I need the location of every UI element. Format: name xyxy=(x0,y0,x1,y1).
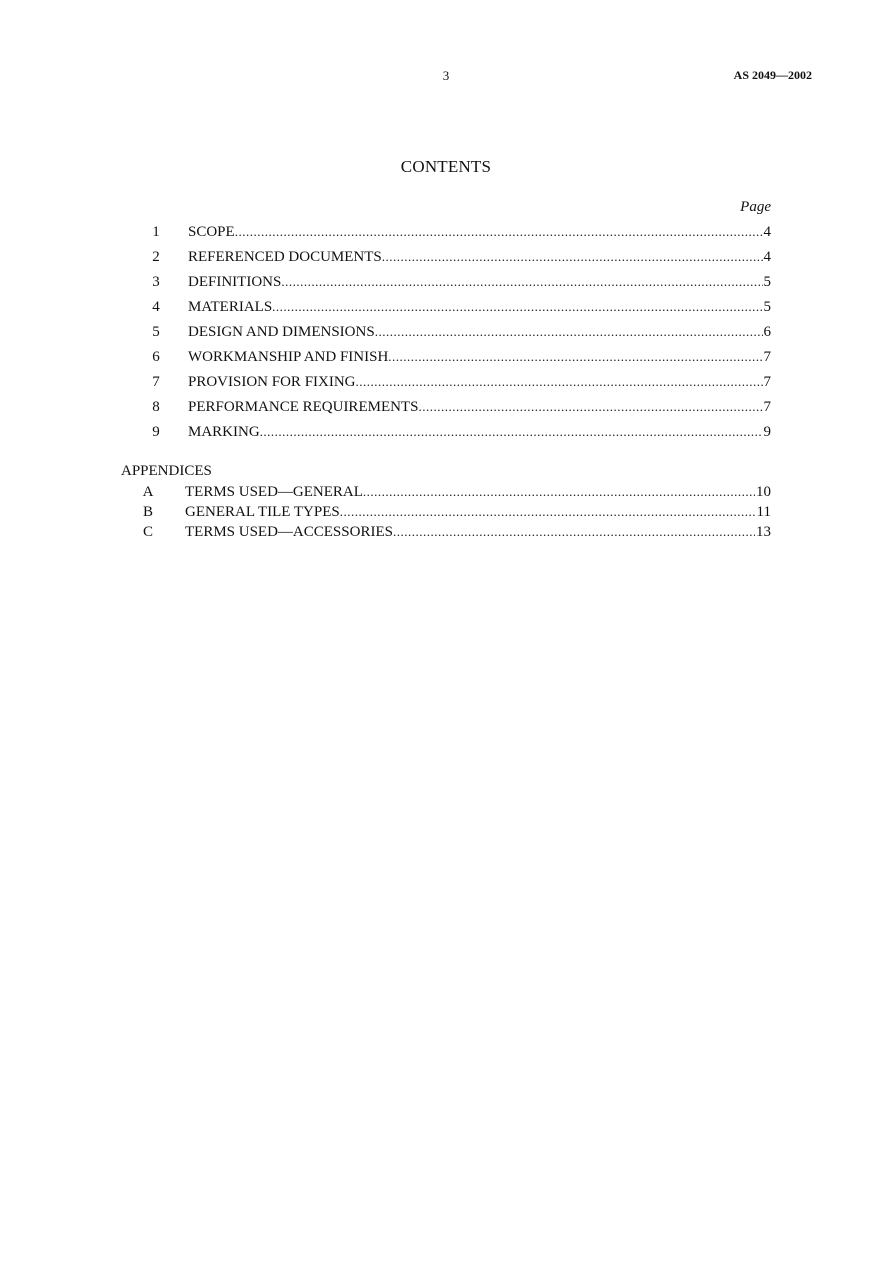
toc-entry-materials[interactable] xyxy=(0,297,892,322)
page-column-label: Page xyxy=(740,199,771,215)
toc-dot-leader xyxy=(356,372,763,392)
toc-dot-leader xyxy=(393,522,755,542)
toc-entry-page: 4 xyxy=(763,249,771,265)
toc-entry-number: 9 xyxy=(152,424,160,440)
appendix-entry-b[interactable] xyxy=(0,502,892,522)
toc-entry-page: 6 xyxy=(763,324,771,340)
toc-entry-page: 7 xyxy=(763,374,771,390)
appendix-page: 10 xyxy=(756,484,771,500)
toc-entry-number: 4 xyxy=(152,299,160,315)
toc-dot-leader xyxy=(388,347,762,367)
toc-entry-number: 6 xyxy=(152,349,160,365)
toc-entry-number: 3 xyxy=(152,274,160,290)
toc-entry-number: 2 xyxy=(152,249,160,265)
toc-dot-leader xyxy=(418,397,762,417)
toc-entry-title: PERFORMANCE REQUIREMENTS xyxy=(188,399,419,415)
toc-entry-page: 5 xyxy=(763,274,771,290)
toc-entry-page: 7 xyxy=(763,399,771,415)
toc-dot-leader xyxy=(260,422,763,442)
appendix-title: TERMS USED—GENERAL xyxy=(185,484,363,500)
toc-entry-number: 7 xyxy=(152,374,160,390)
toc-dot-leader xyxy=(235,222,763,242)
toc-entry-scope[interactable] xyxy=(0,222,892,247)
appendix-title: TERMS USED—ACCESSORIES xyxy=(185,524,393,540)
appendix-letter: C xyxy=(142,524,153,540)
toc-entry-number: 1 xyxy=(152,224,160,240)
toc-entry-performance-requirements[interactable] xyxy=(0,397,892,422)
toc-entry-page: 7 xyxy=(763,349,771,365)
toc-entry-number: 5 xyxy=(152,324,160,340)
header-standard-id: AS 2049—2002 xyxy=(733,68,812,82)
appendices-heading: APPENDICES xyxy=(121,463,212,479)
toc-entry-page: 5 xyxy=(763,299,771,315)
appendix-page: 11 xyxy=(756,504,771,520)
toc-dot-leader xyxy=(272,297,762,317)
toc-entry-referenced-documents[interactable] xyxy=(0,247,892,272)
toc-entry-number: 8 xyxy=(152,399,160,415)
toc-entry-title: WORKMANSHIP AND FINISH xyxy=(188,349,389,365)
appendix-entry-a[interactable] xyxy=(0,482,892,502)
appendix-page: 13 xyxy=(756,524,771,540)
toc-list xyxy=(0,222,892,447)
appendix-letter: B xyxy=(142,504,153,520)
toc-dot-leader xyxy=(281,272,762,292)
toc-entry-provision-for-fixing[interactable] xyxy=(0,372,892,397)
toc-entry-page: 4 xyxy=(763,224,771,240)
appendix-list xyxy=(0,482,892,542)
toc-entry-title: DEFINITIONS xyxy=(188,274,282,290)
toc-entry-title: DESIGN AND DIMENSIONS xyxy=(188,324,375,340)
toc-entry-definitions[interactable] xyxy=(0,272,892,297)
toc-entry-title: MATERIALS xyxy=(188,299,273,315)
contents-title: CONTENTS xyxy=(400,157,492,176)
toc-entry-workmanship-and-finish[interactable] xyxy=(0,347,892,372)
toc-dot-leader xyxy=(375,322,763,342)
appendix-letter: A xyxy=(142,484,154,500)
appendix-title: GENERAL TILE TYPES xyxy=(185,504,340,520)
toc-dot-leader xyxy=(340,502,756,522)
toc-dot-leader xyxy=(363,482,755,502)
appendix-entry-c[interactable] xyxy=(0,522,892,542)
toc-entry-title: PROVISION FOR FIXING xyxy=(188,374,356,390)
toc-entry-design-and-dimensions[interactable] xyxy=(0,322,892,347)
toc-entry-title: MARKING xyxy=(188,424,260,440)
toc-dot-leader xyxy=(382,247,763,267)
toc-entry-title: SCOPE xyxy=(188,224,235,240)
toc-entry-marking[interactable] xyxy=(0,422,892,447)
toc-entry-title: REFERENCED DOCUMENTS xyxy=(188,249,382,265)
header-page-number: 3 xyxy=(442,68,450,83)
toc-entry-page: 9 xyxy=(763,424,771,440)
